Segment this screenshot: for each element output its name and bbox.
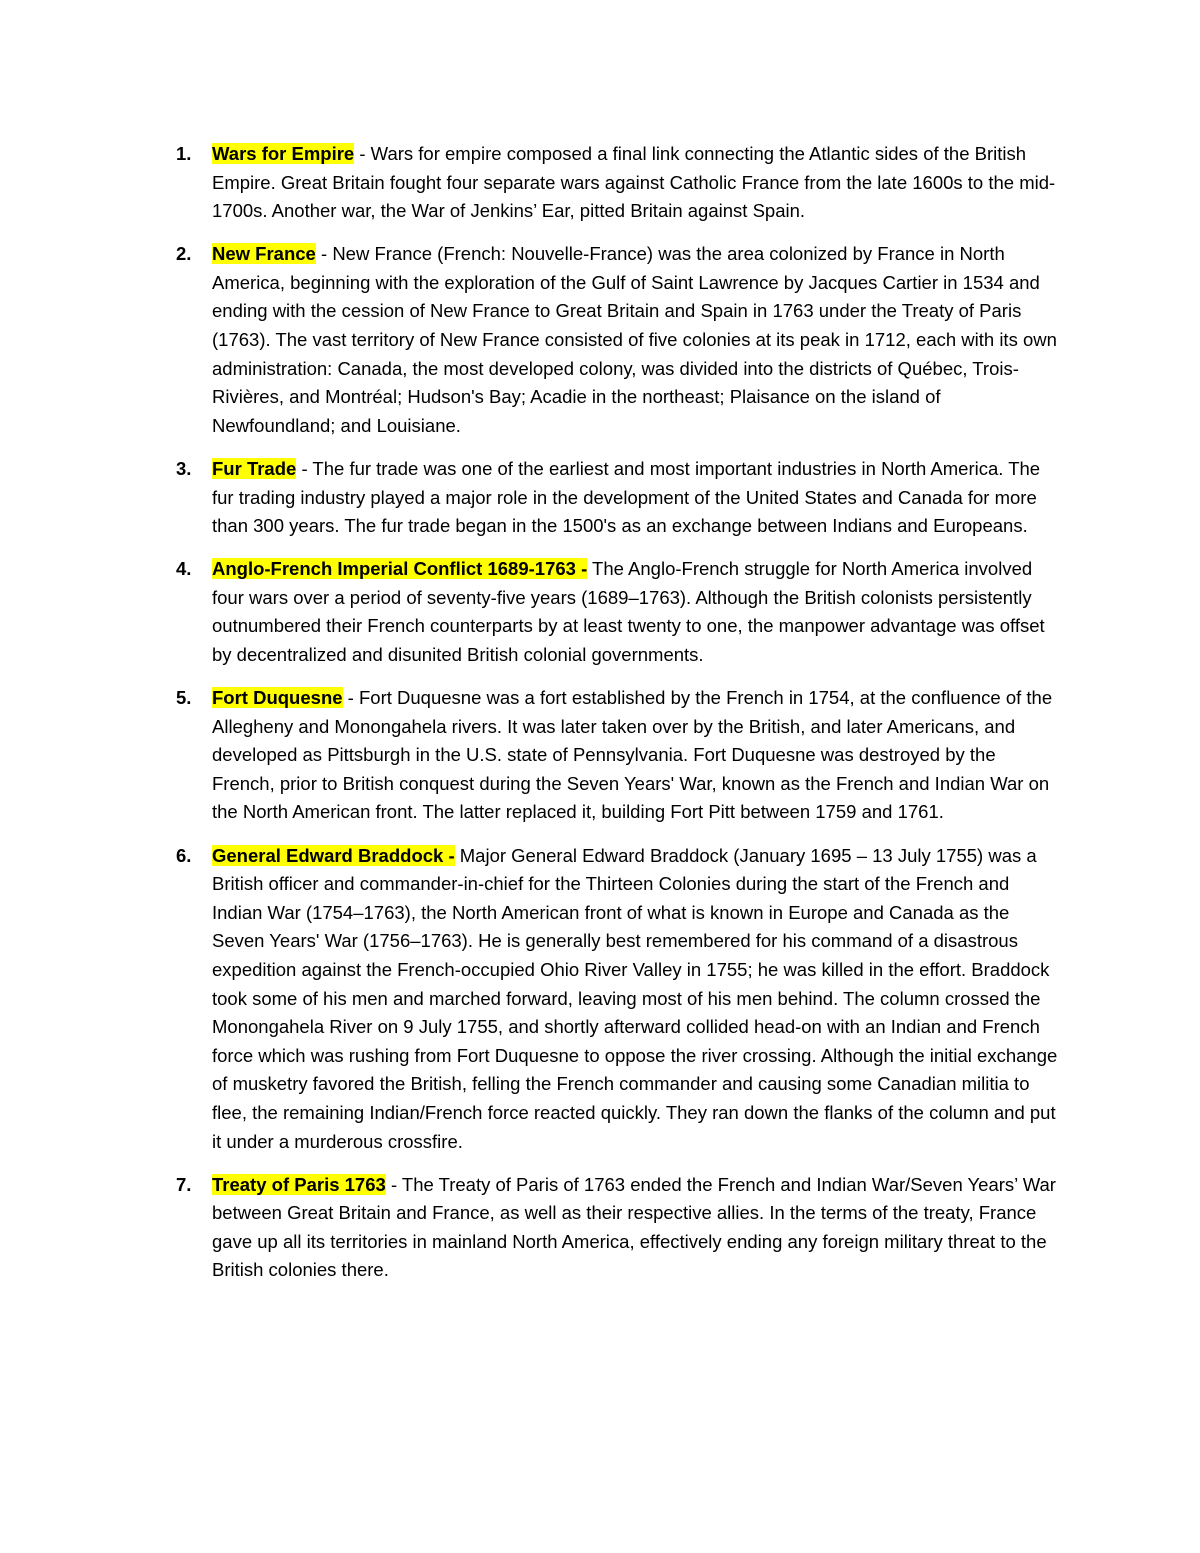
list-item-treaty-of-paris xyxy=(0,1171,1200,1285)
term-list xyxy=(0,140,1200,1299)
term-definition: Major General Edward Braddock (January 1695 – 13 July 1755) was a British officer and commander-in-chief for the Thirteen Colonies during the start of the French and Indian War (1754–1763), the North American front of what is known in Europe and Canada as the Seven Years' War (1756–1763). He is generally best remembered for his command of a disastrous expedition against the French-occupied Ohio River Valley in 1755; he was killed in the effort. Braddock took some of his men and marched forward, leaving most of his men behind. The column crossed the Monongahela River on 9 July 1755, and shortly afterward collided head-on with an Indian and French force which was rushing from Fort Duquesne to oppose the river crossing. Although the initial exchange of musketry favored the British, felling the French commander and causing some Canadian militia to flee, the remaining Indian/French force reacted quickly. They ran down the flanks of the column and put it under a murderous crossfire. xyxy=(212,844,1058,1152)
list-item-fur-trade xyxy=(0,455,1200,541)
list-number: 7. xyxy=(176,1173,192,1195)
term-definition: Wars for empire composed a final link connecting the Atlantic sides of the British Empire. Great Britain fought four separate wars against Catholic France from the late 1600s to the mid-1700s. Another war, the War of Jenkins’ Ear, pitted Britain against Spain. xyxy=(212,143,1056,222)
list-item-text xyxy=(212,240,1060,440)
term-separator: - xyxy=(342,687,359,709)
list-item-text xyxy=(212,455,1060,541)
term-definition: The Treaty of Paris of 1763 ended the French and Indian War/Seven Years’ War between Great Britain and France, as well as their respective allies. In the terms of the treaty, France gave up all its territories in mainland North America, effectively ending any foreign military threat to the British colonies there. xyxy=(212,1173,1056,1281)
list-item-anglo-french-conflict xyxy=(0,555,1200,669)
list-item-text xyxy=(212,140,1060,226)
term-definition: Fort Duquesne was a fort established by the French in 1754, at the confluence of the Allegheny and Monongahela rivers. It was later taken over by the British, and later Americans, and developed as Pittsburgh in the U.S. state of Pennsylvania. Fort Duquesne was destroyed by the French, prior to British conquest during the Seven Years' War, known as the French and Indian War on the North American front. The latter replaced it, building Fort Pitt between 1759 and 1761. xyxy=(212,687,1053,823)
list-number: 4. xyxy=(176,558,192,580)
term-title: Fur Trade xyxy=(212,457,297,479)
list-item-text xyxy=(212,1171,1060,1285)
term-title: Anglo-French Imperial Conflict 1689-1763 - xyxy=(212,558,588,580)
list-item-text xyxy=(212,555,1060,669)
term-title: New France xyxy=(212,243,316,265)
list-item-text xyxy=(212,842,1060,1157)
list-item-wars-for-empire xyxy=(0,140,1200,226)
term-title: Fort Duquesne xyxy=(212,687,343,709)
list-number: 3. xyxy=(176,457,192,479)
list-item-new-france xyxy=(0,240,1200,440)
term-title: General Edward Braddock - xyxy=(212,844,455,866)
term-title: Wars for Empire xyxy=(212,143,355,164)
term-separator: - xyxy=(354,143,371,164)
term-definition: New France (French: Nouvelle-France) was the area colonized by France in North America, beginning with the exploration of the Gulf of Saint Lawrence by Jacques Cartier in 1534 and ending with the cession of New France to Great Britain and Spain in 1763 under the Treaty of Paris (1763). The vast territory of New France consisted of five colonies at its peak in 1712, each with its own administration: Canada, the most developed colony, was divided into the districts of Québec, Trois-Rivières, and Montréal; Hudson's Bay; Acadie in the northeast; Plaisance on the island of Newfoundland; and Louisiane. xyxy=(212,243,1057,436)
list-number: 1. xyxy=(176,143,192,164)
term-separator: - xyxy=(296,457,313,479)
term-separator: - xyxy=(315,243,333,265)
term-title: Treaty of Paris 1763 xyxy=(212,1173,386,1195)
list-item-text xyxy=(212,684,1060,827)
list-number: 5. xyxy=(176,687,192,709)
term-definition: The Anglo-French struggle for North America involved four wars over a period of seventy-five years (1689–1763). Although the British colonists persistently outnumbered their French counterparts by at least twenty to one, the manpower advantage was offset by decentralized and disunited British colonial governments. xyxy=(212,558,1045,665)
list-number: 2. xyxy=(176,243,192,265)
list-number: 6. xyxy=(176,844,192,866)
term-definition: The fur trade was one of the earliest and most important industries in North America. The fur trading industry played a major role in the development of the United States and Canada for more than 300 years. The fur trade began in the 1500's as an exchange between Indians and Europeans. xyxy=(212,457,1041,537)
list-item-edward-braddock xyxy=(0,842,1200,1157)
term-separator: - xyxy=(385,1173,402,1195)
list-item-fort-duquesne xyxy=(0,684,1200,827)
